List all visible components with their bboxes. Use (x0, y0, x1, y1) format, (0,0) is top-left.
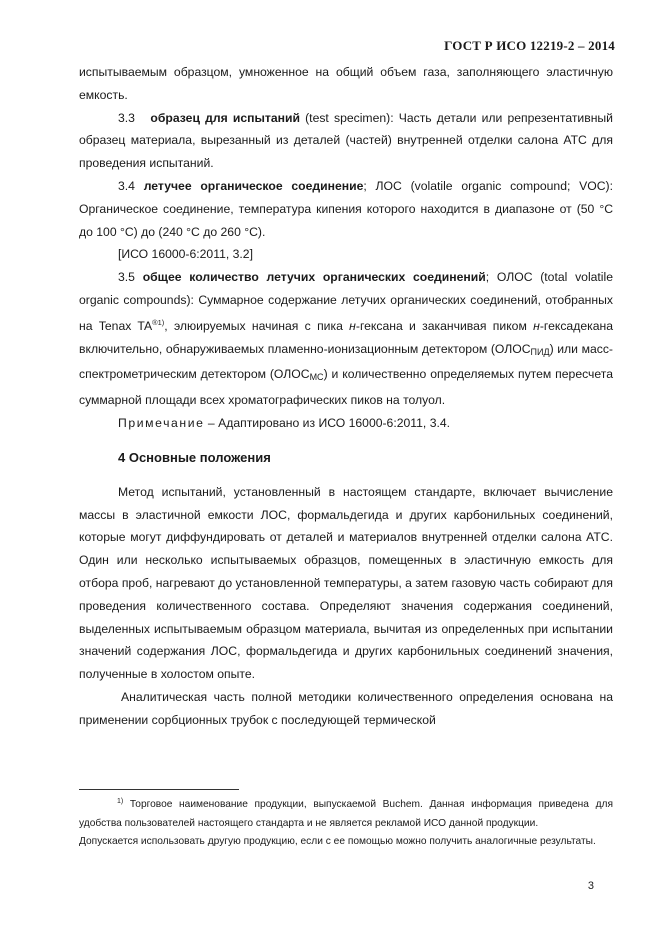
paragraph-continuation: испытываемым образцом, умноженное на общий объем газа, заполняющего эластичную емкость. (79, 65, 613, 102)
footnote-text (79, 793, 613, 833)
term-3-4-reference: [ИСО 16000-6:2011, 3.2] (118, 247, 253, 262)
document-header: ГОСТ Р ИСО 12219-2 – 2014 (444, 38, 615, 53)
page-body (79, 61, 613, 732)
subscript-ms: МС (309, 372, 324, 383)
page-number: 3 (587, 880, 594, 892)
footnote-marker: 1) (117, 798, 124, 805)
section-heading: 4 Основные положения (118, 449, 271, 465)
term-3-4 (79, 175, 613, 243)
trademark-footnote-mark: ®1) (152, 317, 165, 327)
term-definition: ; ЛОС (volatile organic compound; VOC): Органическое соединение, температура кипения которого находится в диапазоне от (50 °С до 100 °С) до (240 °С до 260 °С). (79, 178, 613, 239)
term-title: общее количество летучих органических соединений (142, 270, 486, 285)
subscript-fid: ПИД (530, 346, 550, 357)
normal-prefix: н (349, 318, 356, 333)
term-3-3 (79, 107, 613, 175)
normal-prefix: н (533, 318, 540, 333)
footnote-text: Допускается использовать другую продукцию, если с ее помощью можно получить аналогичные результаты. (79, 836, 596, 847)
term-number: 3.5 (118, 270, 135, 285)
footnote (79, 793, 613, 852)
section-paragraph: Аналитическая часть полной методики количественного определения основана на применении сорбционных трубок с последующей термической (79, 689, 613, 727)
term-definition-f: ) и количественно определяемых путем пересчета суммарной площади всех хроматографических пиков на толуол. (79, 367, 613, 408)
term-number: 3.4 (118, 178, 135, 193)
term-3-5 (79, 266, 613, 412)
term-definition-a: ; ОЛОС (total volatile organic compounds): Суммарное содержание летучих органических соединений, отобранных на Tenax TA (79, 270, 614, 333)
term-definition-c: -гексана и заканчивая пиком (355, 318, 534, 333)
section-paragraph: Метод испытаний, установленный в настоящем стандарте, включает вычисление массы в эластичной емкости ЛОС, формальдегида и других карбонильных соединений, которые могут диффундировать от деталей и материалов внутренней отделки салона АТС. Один или несколько испытываемых образцов, помещенных в эластичную емкость для отбора проб, нагревают до установленной температуры, а затем газовую часть собирают для проведения количественного состава. Определяют значения содержания соединений, выделенных испытываемым образцом материала, вычитая из определенных при испытании значений содержания ЛОС, формальдегида и других карбонильных соединений значения, полученные в холостом опыте. (79, 484, 613, 682)
note-text: – Адаптировано из ИСО 16000-6:2011, 3.4. (204, 415, 451, 430)
footnote-separator (79, 789, 239, 790)
footnote-line: Торговое наименование продукции, выпускаемой Buchem. Данная информация приведена для удобства пользователей настоящего стандарта и не является рекламой ИСО данной продукции. (79, 799, 613, 829)
term-title: образец для испытаний (150, 110, 300, 125)
term-definition-b: , элюируемых начиная с пика (164, 318, 350, 333)
term-definition-d: -гексадекана включительно, обнаруживаемых пламенно-ионизационным детектором (ОЛОС (79, 318, 613, 356)
term-number: 3.3 (118, 110, 135, 125)
term-definition: (test specimen): Часть детали или репрезентативный образец материала, вырезанный из деталей (частей) внутренней отделки салона АТС для проведения испытаний. (79, 110, 613, 171)
note-label: Примечание (118, 415, 205, 430)
term-definition-e: ) или масс-спектрометрическим детектором (ОЛОС (79, 341, 613, 382)
term-title: летучее органическое соединение (143, 178, 364, 193)
note (79, 412, 613, 435)
